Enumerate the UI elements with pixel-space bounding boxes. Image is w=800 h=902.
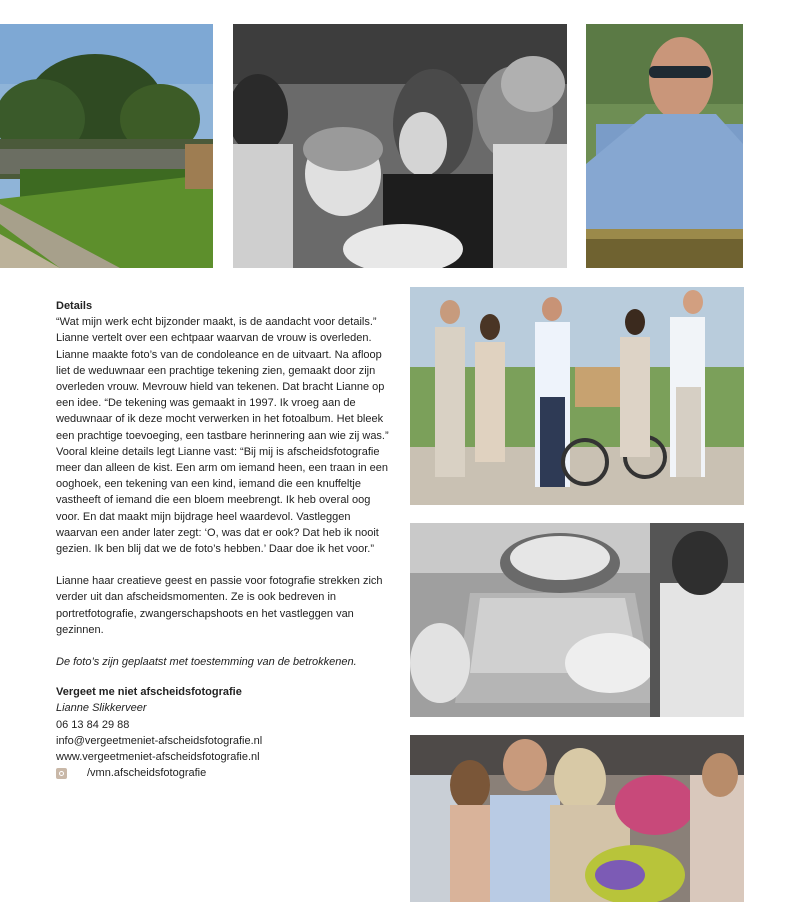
social-row[interactable] (56, 765, 391, 781)
contact-name: Lianne Slikkerveer (56, 702, 147, 715)
contact-website[interactable]: www.vergeetmeniet-afscheidsfotografie.nl (56, 751, 260, 764)
article-paragraph: Lianne haar creatieve geest en passie voor fotografie strekken zich verder uit dan afscheidsmomenten. Ze is ook bedreven in portretfotografie, zwangerschapshoots en het vastleggen van gezinnen. (56, 575, 383, 636)
photo-man-sunglasses (586, 24, 743, 268)
photo-cart-procession (410, 287, 744, 505)
photo-caption: De foto’s zijn geplaatst met toestemming van de betrokkenen. (56, 656, 357, 669)
photo-garden-gathering (0, 24, 213, 268)
contact-email[interactable]: info@vergeetmeniet-afscheidsfotografie.nl (56, 734, 263, 747)
article-paragraph: “Wat mijn werk echt bijzonder maakt, is de aandacht voor details.” Lianne vertelt over een echtpaar waarvan de vrouw is overleden. Lianne maakte foto’s van de condoleance en de uitvaart. Na afloop liet de weduwnaar een prachtige tekening zien, gemaakt door zijn overleden vrouw. Mevrouw hield van tekenen. Dat bracht Lianne op een idee. “De tekening was gemaakt in 1997. Ik vroeg aan de weduwnaar of ik deze mocht verwerken in het fotoalbum. Het bleek een prachtige toevoeging, een tastbare herinnering aan wie zij was.” Vooral kleine details legt Lianne vast: “Bij mij is afscheidsfotografie meer dan alleen de kist. Een arm om iemand heen, een traan in een ooghoek, een tekening van een kind, iemand die een knuffeltje vastheeft of iemand die een bloem meebrengt. Ik heb overal oog voor. En dat maakt mijn bijdrage heel waardevol. Vastleggen waarvan een ander later zegt: ‘O, was dat er ook? Dat heb ik nooit gezien. Ik ben blij dat we de foto’s hebben.’ Daar doe ik het voor.” (56, 316, 389, 556)
contact-phone[interactable]: 06 13 84 29 88 (56, 718, 130, 731)
photo-mourners-bw (233, 24, 567, 268)
instagram-icon (56, 768, 67, 779)
social-handle[interactable]: /vmn.afscheidsfotografie (87, 767, 207, 780)
photo-embrace-flowers (410, 735, 744, 902)
article-text (56, 298, 391, 781)
photo-coffin-flowers-bw (410, 523, 744, 717)
section-heading: Details (56, 300, 93, 312)
contact-title: Vergeet me niet afscheidsfotografie (56, 686, 242, 699)
